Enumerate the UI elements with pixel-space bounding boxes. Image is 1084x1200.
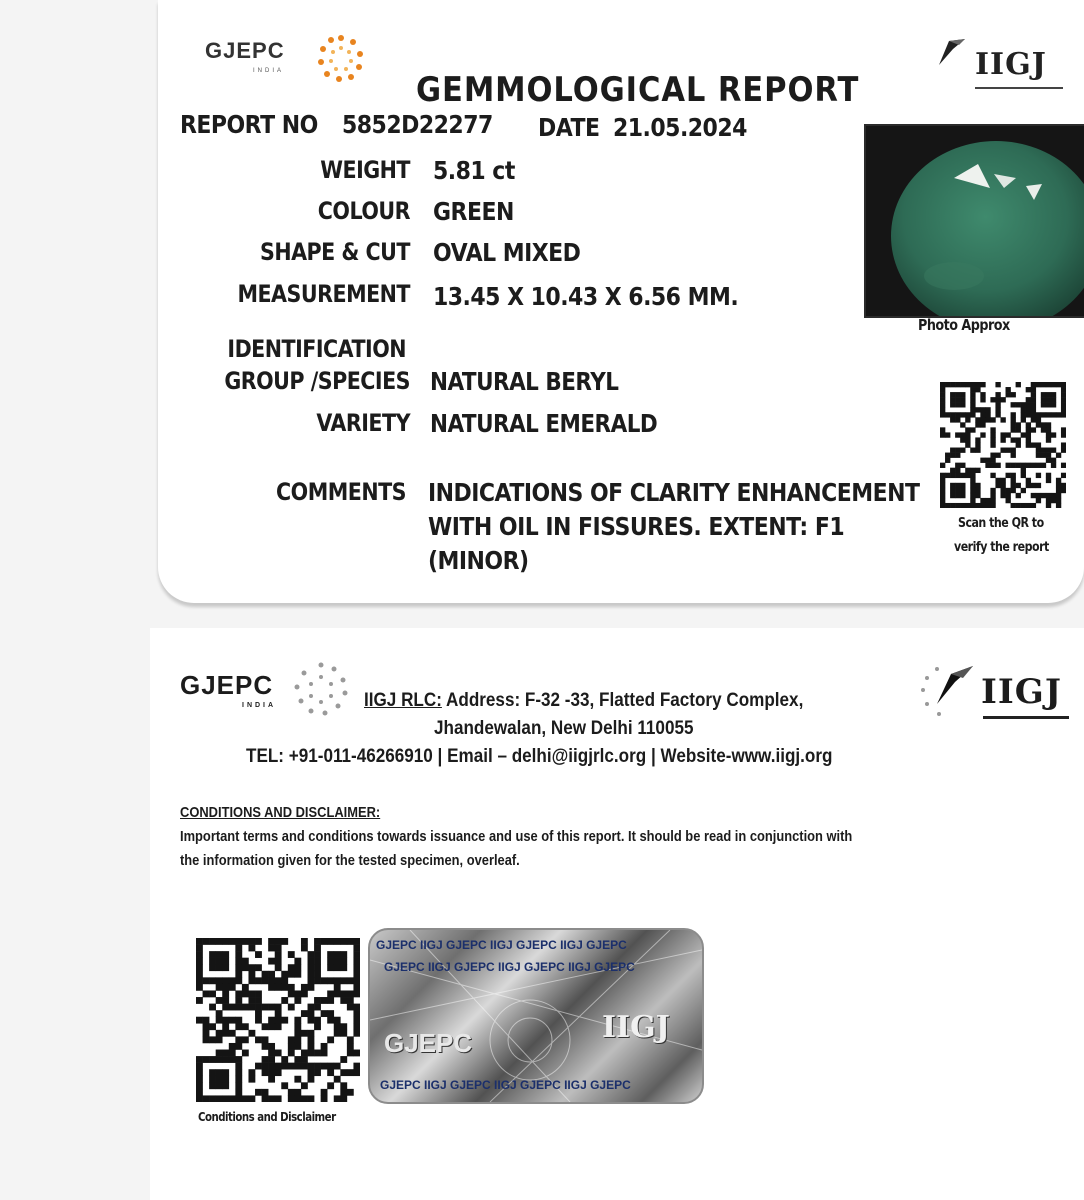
gem-image [866, 126, 1084, 316]
iigj-logo-back [915, 660, 1075, 725]
comments-line-1: INDICATIONS OF CLARITY ENHANCEMENT [428, 478, 920, 507]
gjepc-logo-back-subtext: INDIA [242, 702, 277, 709]
shape-value: OVAL MIXED [433, 238, 581, 267]
report-no-label: REPORT NO [180, 110, 318, 139]
hologram-seal [368, 928, 704, 1104]
gem-photo [864, 124, 1084, 318]
contact-line: TEL: +91-011-46266910 | Email – delhi@iigjrlc.org | Website-www.iigj.org [246, 746, 833, 767]
variety-value: NATURAL EMERALD [430, 409, 658, 438]
hologram-text-row-3: GJEPC IIGJ GJEPC IIGJ GJEPC IIGJ GJEPC [380, 1078, 631, 1092]
gjepc-logo-text: GJEPC [205, 38, 285, 63]
iigj-logo [935, 35, 1065, 95]
gjepc-logo-back-text: GJEPC [180, 670, 274, 700]
date-label: DATE [538, 113, 600, 142]
hologram-center-left: GJEPC [384, 1028, 473, 1058]
conditions-heading: CONDITIONS AND DISCLAIMER: [180, 804, 381, 821]
comments-label: COMMENTS [276, 478, 406, 506]
photo-caption: Photo Approx [918, 316, 1010, 334]
address-label: IIGJ RLC: [364, 690, 442, 711]
shape-label: SHAPE & CUT [259, 238, 410, 266]
qr-caption-line-1: Scan the QR to [958, 516, 1044, 531]
conditions-line-2: the information given for the tested specimen, overleaf. [180, 852, 520, 869]
identification-label: IDENTIFICATION [227, 335, 406, 363]
sunburst-icon [313, 32, 369, 84]
iigj-logo-back-text: IIGJ [981, 672, 1062, 712]
qr-caption-line-2: verify the report [954, 540, 1049, 555]
verify-qr-code[interactable] [940, 382, 1066, 508]
weight-value: 5.81 ct [433, 156, 515, 185]
address-text: Address: F-32 -33, Flatted Factory Complex, [446, 690, 804, 711]
gjepc-logo-back [180, 660, 355, 720]
conditions-qr-caption: Conditions and Disclaimer [198, 1110, 336, 1124]
divider [975, 87, 1063, 89]
iigj-logo-text: IIGJ [975, 47, 1047, 82]
group-species-value: NATURAL BERYL [430, 367, 619, 396]
weight-label: WEIGHT [320, 156, 410, 184]
sunburst-icon [292, 660, 350, 718]
measurement-value: 13.45 X 10.43 X 6.56 MM. [433, 282, 739, 311]
diamond-arrow-icon [935, 35, 971, 69]
diamond-arrow-icon [915, 660, 977, 722]
report-title: GEMMOLOGICAL REPORT [416, 70, 860, 110]
variety-label: VARIETY [316, 409, 410, 437]
comments-line-3: (MINOR) [428, 546, 529, 575]
comments-line-2: WITH OIL IN FISSURES. EXTENT: F1 [428, 512, 845, 541]
conditions-qr-code[interactable] [196, 938, 360, 1102]
conditions-line-1: Important terms and conditions towards issuance and use of this report. It should be read in conjunction with [180, 828, 853, 845]
group-species-label: GROUP /SPECIES [224, 367, 410, 395]
address-line-1 [364, 690, 803, 712]
measurement-label: MEASUREMENT [237, 280, 410, 308]
report-no-value: 5852D22277 [342, 110, 493, 139]
divider [983, 716, 1069, 719]
gjepc-logo [205, 32, 370, 82]
hologram-text-row-1: GJEPC IIGJ GJEPC IIGJ GJEPC IIGJ GJEPC [376, 938, 627, 952]
colour-label: COLOUR [317, 197, 410, 225]
address-line-2: Jhandewalan, New Delhi 110055 [434, 718, 694, 739]
hologram-text-row-2: GJEPC IIGJ GJEPC IIGJ GJEPC IIGJ GJEPC [384, 960, 635, 974]
gjepc-logo-subtext: INDIA [253, 68, 285, 74]
colour-value: GREEN [433, 197, 514, 226]
date-value: 21.05.2024 [613, 113, 747, 142]
hologram-center-right: IIGJ [602, 1010, 670, 1045]
